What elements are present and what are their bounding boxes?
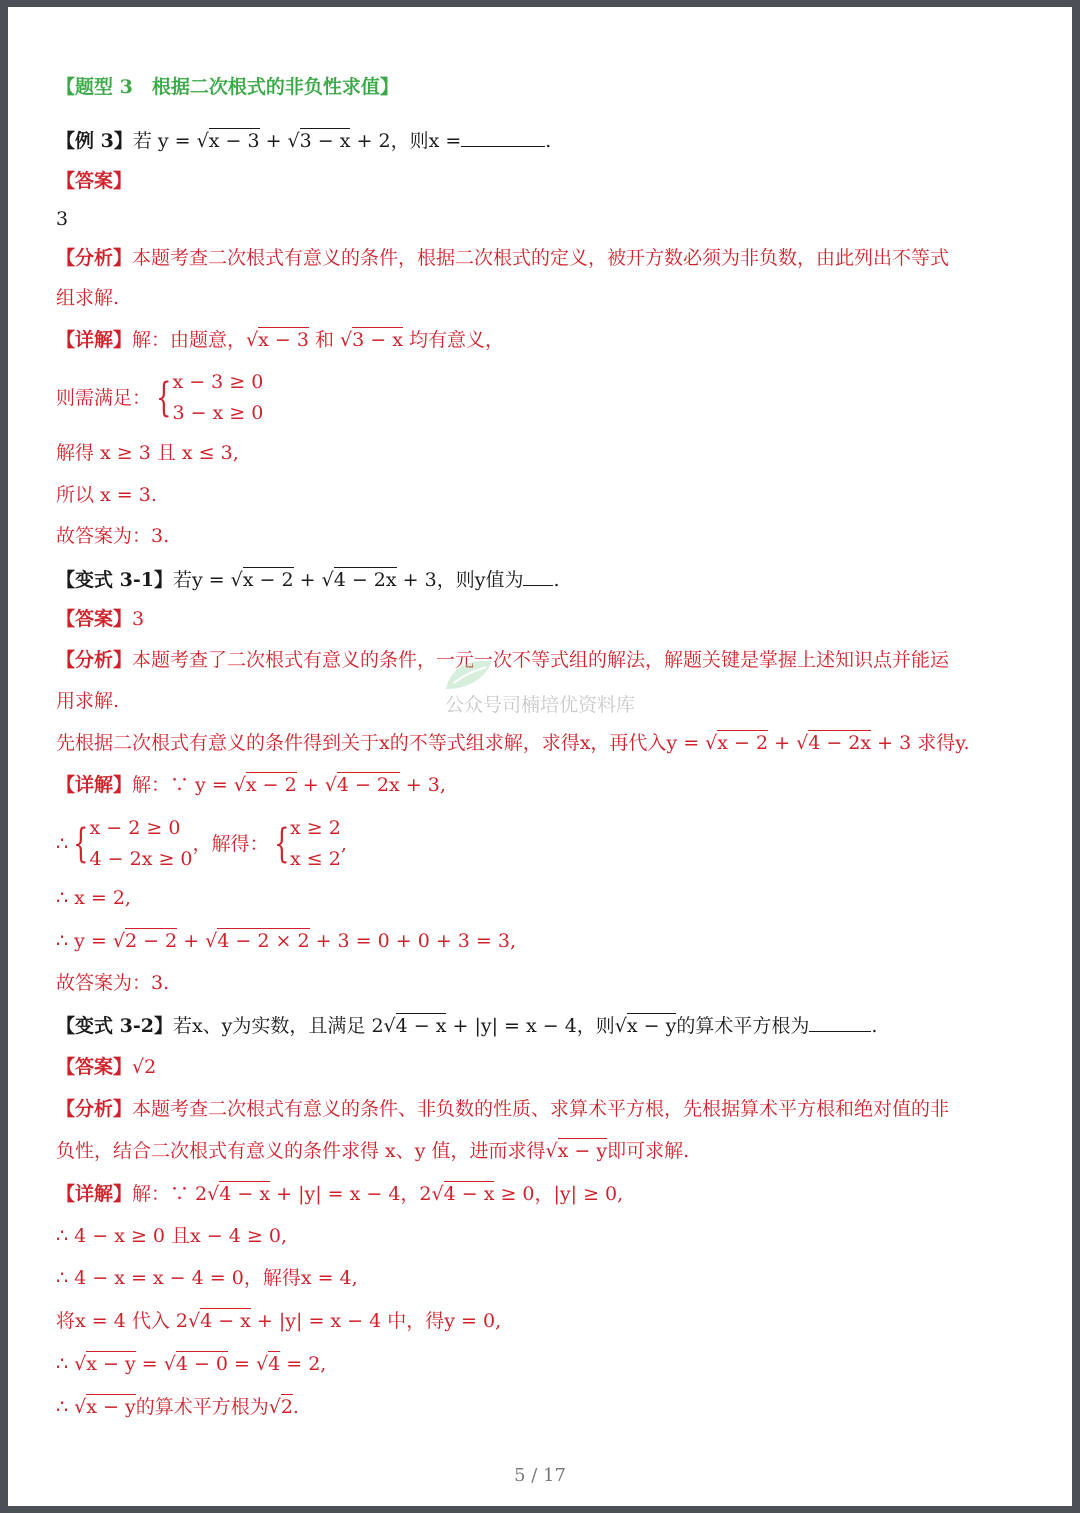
variant1-solve-text: ，解得： <box>192 833 269 855</box>
variant2-detail-label: 【详解】 <box>56 1183 133 1205</box>
variant1-label: 【变式 3-1】 <box>56 569 173 591</box>
variant2-answer-label: 【答案】 <box>56 1056 133 1078</box>
example-system-prefix: 则需满足： <box>56 387 152 409</box>
example-analysis <box>56 244 1042 272</box>
answer-blank <box>461 126 545 147</box>
variant1-sys1-row2: 4 − 2x ≥ 0 <box>89 848 193 870</box>
variant1-answer <box>56 605 1042 633</box>
example-question: 【例 3】若 y = √x − 3 + √3 − x + 2，则x = . <box>56 126 1042 155</box>
example-system-row2: 3 − x ≥ 0 <box>172 402 264 424</box>
variant1-sys2-row1: x ≥ 2 <box>290 817 341 839</box>
variant2-question: 【变式 3-2】若x、y为实数，且满足 2√4 − x + |y| = x − 4，则√x − y的算术平方根为 . <box>56 1011 1042 1040</box>
variant1-analysis-line3: 先根据二次根式有意义的条件得到关于x的不等式组求解，求得x，再代入y = √x − 2 + √4 − 2x + 3 求得y. <box>56 732 970 754</box>
variant1-detail: 【详解】解：∵ y = √x − 2 + √4 − 2x + 3, <box>56 774 446 796</box>
variant1-analysis-line1: 本题考查了二次根式有意义的条件，一元一次不等式组的解法，解题关键是掌握上述知识点并能运 <box>132 649 950 671</box>
variant1-x-line: ∴ x = 2, <box>56 887 131 909</box>
section-title: 【题型 3 根据二次根式的非负性求值】 <box>56 76 399 98</box>
example-label: 【例 3】 <box>56 130 133 152</box>
variant2-blank <box>809 1011 871 1032</box>
variant2-answer <box>56 1053 1042 1081</box>
variant1-blank <box>523 565 553 586</box>
document-page <box>8 7 1072 1506</box>
example-system: 则需满足： {x − 3 ≥ 0 3 − x ≥ 0 <box>56 371 264 424</box>
variant1-final-line: 故答案为：3. <box>56 972 170 994</box>
variant2-analysis <box>56 1095 1042 1123</box>
example-system-row1: x − 3 ≥ 0 <box>172 371 264 393</box>
variant2-analysis-line1: 本题考查二次根式有意义的条件、非负数的性质、求算术平方根，先根据算术平方根和绝对值的非 <box>132 1098 950 1120</box>
variant1-answer-label: 【答案】 <box>56 608 133 630</box>
variant2-label: 【变式 3-2】 <box>56 1015 173 1037</box>
variant2-analysis-line2: 负性，结合二次根式有意义的条件求得 x、y 值，进而求得√x − y即可求解. <box>56 1140 690 1162</box>
example-answer-label: 【答案】 <box>56 170 133 192</box>
watermark-text: 公众号司楠培优资料库 <box>445 694 636 716</box>
variant1-detail-label: 【详解】 <box>56 774 133 796</box>
variant1-systems: ∴ {x − 2 ≥ 0 4 − 2x ≥ 0，解得： {x ≥ 2 x ≤ 2, <box>56 817 347 870</box>
variant1-analysis-line2: 用求解. <box>56 690 120 712</box>
variant2-line5: ∴ √x − y = √4 − 0 = √4 = 2, <box>56 1353 327 1375</box>
example-answer: 3 <box>56 208 69 230</box>
example-equation: y = √x − 3 + √3 − x + 2，则x = <box>157 130 462 152</box>
example-solve-line: 解得 x ≥ 3 且 x ≤ 3, <box>56 442 239 464</box>
variant1-question: 【变式 3-1】若y = √x − 2 + √4 − 2x + 3，则y值为 . <box>56 565 1042 594</box>
example-analysis-line1: 本题考查二次根式有意义的条件，根据二次根式的定义，被开方数必须为非负数，由此列出不等式 <box>132 247 950 269</box>
variant2-answer-value: √2 <box>132 1056 157 1078</box>
variant2-line6: ∴ √x − y的算术平方根为√2. <box>56 1396 299 1418</box>
page-number: 5 / 17 <box>514 1465 566 1486</box>
example-detail: 【详解】解：由题意，√x − 3 和 √3 − x 均有意义， <box>56 329 504 351</box>
variant2-line2: ∴ 4 − x ≥ 0 且x − 4 ≥ 0, <box>56 1225 287 1247</box>
variant1-sys2-row2: x ≤ 2 <box>290 848 341 870</box>
example-so-line: 所以 x = 3. <box>56 484 157 506</box>
variant2-line3: ∴ 4 − x = x − 4 = 0，解得x = 4, <box>56 1267 358 1289</box>
variant1-analysis <box>56 646 1042 674</box>
variant1-sys1-row1: x − 2 ≥ 0 <box>89 817 181 839</box>
variant2-detail: 【详解】解：∵ 2√4 − x + |y| = x − 4，2√4 − x ≥ 0，|y| ≥ 0, <box>56 1183 624 1205</box>
variant2-analysis-label: 【分析】 <box>56 1098 133 1120</box>
example-detail-label: 【详解】 <box>56 329 133 351</box>
variant1-y-line: ∴ y = √2 − 2 + √4 − 2 × 2 + 3 = 0 + 0 + 3 = 3, <box>56 930 517 952</box>
example-analysis-line2: 组求解. <box>56 287 120 309</box>
example-analysis-label: 【分析】 <box>56 247 133 269</box>
example-final-line: 故答案为：3. <box>56 525 170 547</box>
variant2-line4: 将x = 4 代入 2√4 − x + |y| = x − 4 中，得y = 0, <box>56 1310 502 1332</box>
variant1-analysis-label: 【分析】 <box>56 649 133 671</box>
example-question-prefix: 若 <box>132 130 152 152</box>
variant1-answer-value: 3 <box>132 608 145 630</box>
